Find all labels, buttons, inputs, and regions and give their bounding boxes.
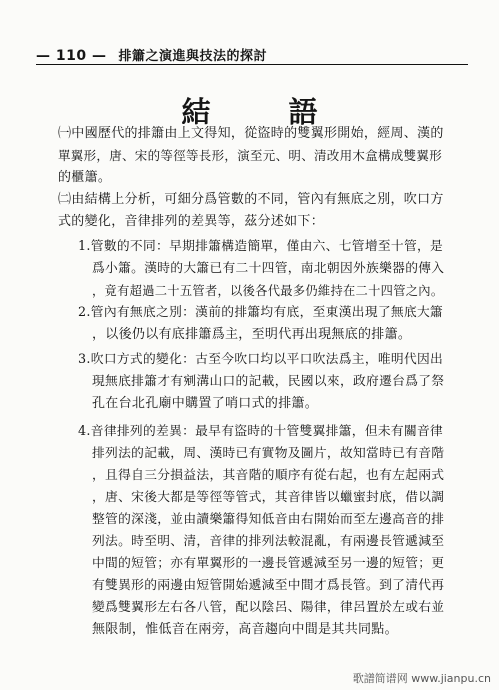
body-line: 列法。時至明、清，音律的排列法較混亂，有兩邊長管遞減至 bbox=[92, 534, 445, 549]
running-title: 排簫之演進與技法的探討 bbox=[118, 49, 267, 64]
body-line: ，且得自三分損益法，其音階的順序有從右起，也有左起兩式 bbox=[92, 468, 445, 483]
site-watermark: 歌譜简谱网 www.jianpu.cn bbox=[352, 672, 491, 685]
body-line: 中間的短管；亦有單翼形的一邊長管遞減至另一邊的短管；更 bbox=[92, 556, 445, 571]
section-title: 結 語 bbox=[181, 95, 352, 129]
running-header bbox=[36, 44, 466, 64]
body-line: 爲小簫。漢時的大簫已有二十四管，南北朝因外族樂器的傳入 bbox=[92, 261, 445, 276]
body-line: 1.管數的不同：早期排簫構造簡單，僅由六、七管增至十管，是 bbox=[78, 239, 444, 254]
body-line: 有雙異形的兩邊由短管開始遞減至中間才爲長管。到了清代再 bbox=[92, 578, 445, 593]
body-line: ，以後仍以有底排簫爲主，至明代再出現無底的排簫。 bbox=[92, 327, 412, 342]
page-number: — 110 — bbox=[36, 48, 107, 64]
body-line: ，唐、宋後大都是等徑等管式，其音律皆以蠟蜜封底，借以調 bbox=[92, 490, 445, 505]
header-rule bbox=[36, 64, 468, 65]
body-line: 的櫃簫。 bbox=[58, 170, 112, 185]
body-line: 式的變化，音律排列的差異等，茲分述如下： bbox=[58, 214, 325, 229]
body-line: ，竟有超過二十五管者，以後各代最多仍維持在二十四管之內。 bbox=[92, 284, 444, 298]
body-line: ㈠中國歷代的排簫由上文得知，從盜時的雙翼形開始，經周、漢的 bbox=[58, 126, 444, 141]
body-line: 2.管內有無底之別：漢前的排簫均有底，至東漢出現了無底大簫 bbox=[78, 305, 444, 320]
body-line: 排列法的記載，周、漢時已有實物及圖片，故知當時已有音階 bbox=[92, 446, 445, 461]
body-line: 3.吹口方式的變化：古至今吹口均以平口吹法爲主，唯明代因出 bbox=[78, 352, 444, 367]
body-line: 4.音律排列的差異：最早有盜時的十管雙翼排簫，但未有關音律 bbox=[78, 424, 444, 439]
body-line: 孔在台北孔廟中購置了哨口式的排簫。 bbox=[92, 396, 319, 411]
body-line: ㈡由結構上分析，可細分爲管數的不同，管內有無底之別，吹口方 bbox=[58, 192, 444, 207]
body-line: 無限制，惟低音在兩旁，高音趨向中間是其共同點。 bbox=[92, 622, 398, 637]
body-line: 單翼形，唐、宋的等徑等長形，演至元、明、清改用木盒構成雙翼形 bbox=[58, 148, 443, 163]
body-line: 變爲雙翼形左右各八管，配以陰呂、陽律，律呂置於左或右並 bbox=[92, 600, 445, 615]
body-line: 整管的深淺，並由讀樂簫得知低音由右開始而至左邊高音的排 bbox=[92, 512, 445, 527]
body-line: 現無底排簫才有剜溝山口的記載，民國以來，政府遷台爲了祭 bbox=[92, 374, 445, 389]
